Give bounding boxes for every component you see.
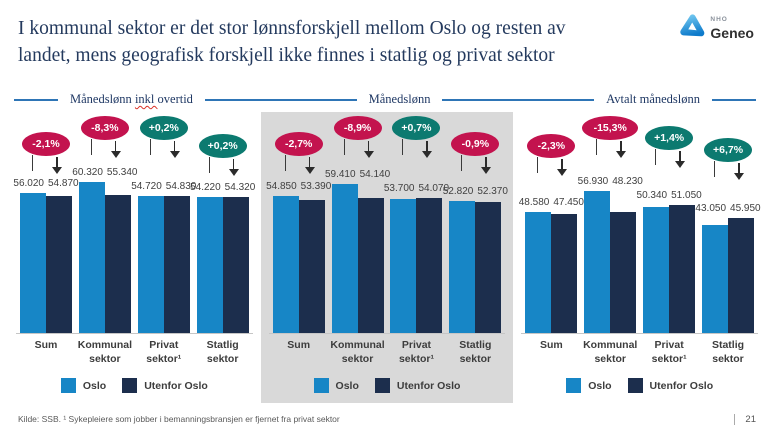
value-labels [635,190,704,201]
title-line-2: landet, mens geografisk forskjell ikke finnes i statlig og privat sektor [18,44,555,66]
utenfor-value: 51.050 [671,190,702,201]
badge-connector-line [209,157,210,173]
bar-utenfor-oslo [299,200,325,333]
legend-swatch [628,378,643,393]
badge-connector-line [91,139,92,155]
bar-group [442,116,508,333]
bar-utenfor-oslo [610,212,636,333]
category-label-line: sektor [459,352,492,365]
down-arrow-icon [738,163,740,173]
legend-swatch [61,378,76,393]
bar-oslo [702,225,728,333]
category-label-line: Statlig [711,339,745,351]
category-label-line: Kommunal [330,339,385,351]
section-rule [442,99,594,101]
category-label-line: Sum [539,339,563,351]
utenfor-value: 48.230 [612,176,643,187]
diff-badge: +6,7% [704,138,752,162]
section-headers [14,92,756,107]
category-label-line: sektor [594,352,626,365]
category-label-line: Privat [401,339,432,351]
down-arrow-icon [679,151,681,161]
logo-brand: Geneo [710,24,754,41]
legend-item-oslo [314,378,359,393]
legend-label: Utenfor Oslo [144,379,208,392]
legend-label: Utenfor Oslo [649,379,714,392]
category-label-line: sektor¹ [146,352,182,365]
oslo-value: 56.020 [13,178,44,189]
oslo-value: 60.320 [72,167,103,178]
category-label [77,339,133,366]
category-label-line: sektor [89,352,121,365]
down-arrow-icon [111,151,121,158]
utenfor-value: 54.830 [165,181,197,192]
category-label [523,339,579,366]
value-labels [441,186,510,197]
bar-oslo [273,196,299,333]
x-axis-line [269,333,506,334]
x-axis-line [16,333,253,334]
oslo-value: 52.820 [442,186,474,197]
badge-connector-line [714,161,715,177]
category-label-line: Kommunal [77,339,133,351]
category-labels [519,339,760,366]
oslo-value: 54.220 [190,182,221,193]
diff-badge: +0,2% [199,134,247,158]
logo-text [710,17,754,40]
nho-geneo-logo [679,14,754,43]
legend-label: Oslo [335,379,359,392]
bar-utenfor-oslo [728,218,754,333]
legend-swatch [566,378,581,393]
bar-oslo [79,182,105,333]
category-label [271,339,327,366]
utenfor-value: 52.370 [477,186,508,197]
bar-utenfor-oslo [46,196,72,333]
value-labels [11,178,80,189]
value-labels [188,182,257,193]
category-label-line: Privat [149,339,179,351]
legend-item-utenfor-oslo [628,378,714,393]
legend-swatch [375,378,390,393]
logo-triangle-icon [679,14,705,43]
down-arrow-icon [233,159,235,169]
legend-label: Oslo [588,379,612,392]
oslo-value: 53.700 [383,183,415,194]
diff-badge: -8,3% [81,116,129,140]
section-label-word: Månedslønn [70,92,135,106]
badge-connector-line [150,139,151,155]
down-arrow-icon [422,151,432,158]
category-label-line: Statlig [206,339,239,351]
bar-oslo [643,207,669,333]
bar-utenfor-oslo [223,197,249,333]
legend-item-oslo [61,378,106,393]
value-labels [323,169,392,180]
bar-oslo [332,184,358,333]
category-label [388,339,444,366]
legend-item-utenfor-oslo [375,378,461,393]
bar-group [266,116,332,333]
bar-group [324,116,391,333]
diff-badge: -15,3% [582,116,638,140]
down-arrow-icon [734,173,744,180]
down-arrow-icon [364,151,374,158]
down-arrow-icon [561,159,563,169]
bar-oslo [197,197,223,333]
legend-swatch [314,378,329,393]
footer [18,414,756,425]
bar-groups [267,116,508,333]
down-arrow-icon [309,157,311,167]
bar-oslo [525,212,551,333]
down-arrow-icon [481,167,491,174]
oslo-value: 48.580 [518,197,550,208]
category-label-line: sektor¹ [651,352,687,365]
value-labels [70,167,139,178]
legend-swatch [122,378,137,393]
oslo-value: 56.930 [577,176,609,187]
category-label-line: Sum [287,339,311,351]
diff-badge: -2,1% [22,132,70,156]
down-arrow-icon [305,167,315,174]
category-label-line: Statlig [459,339,492,351]
oslo-value: 50.340 [636,190,668,201]
badge-connector-line [461,155,462,171]
badge-connector-line [285,155,286,171]
category-label-line: sektor [712,352,744,365]
down-arrow-icon [170,151,180,158]
section-label-1 [58,92,205,107]
category-label [582,339,638,366]
utenfor-value: 45.950 [730,203,761,214]
bar-oslo [20,193,46,333]
category-label [195,339,251,366]
diff-badge: -2,3% [527,134,575,158]
value-labels [693,203,762,214]
legend-label: Oslo [82,379,107,392]
x-axis-line [521,333,758,334]
category-label-line: Privat [654,339,684,351]
legend [267,378,508,393]
bar-group [695,116,761,333]
category-label [447,339,503,366]
chart-panel-1 [8,112,261,403]
value-labels [517,197,586,208]
utenfor-value: 54.070 [418,183,450,194]
utenfor-value: 54.320 [224,182,256,193]
category-labels [267,339,508,366]
chart-panel-2 [261,112,514,403]
diff-badge: -2,7% [275,132,323,156]
bar-utenfor-oslo [416,198,442,333]
section-rule [14,99,58,101]
bar-utenfor-oslo [669,205,695,333]
down-arrow-icon [616,151,626,158]
badge-connector-line [344,139,345,155]
badge-connector-line [596,139,597,155]
category-label-line: sektor¹ [398,352,434,365]
oslo-value: 43.050 [695,203,727,214]
bar-groups [14,116,255,333]
diff-badge: +1,4% [645,126,693,150]
section-label-3: Avtalt månedslønn [606,92,701,106]
down-arrow-icon [485,157,487,167]
category-label-line: Sum [34,339,58,351]
bar-utenfor-oslo [475,202,501,333]
utenfor-value: 54.870 [48,178,79,189]
logo-org: NHO [710,16,728,24]
bar-group [72,116,138,333]
down-arrow-icon [426,141,428,151]
down-arrow-icon [675,161,685,168]
diff-badge: +0,7% [392,116,440,140]
oslo-value: 54.720 [131,181,162,192]
utenfor-value: 55.340 [106,167,138,178]
utenfor-value: 54.140 [359,169,391,180]
section-rule [205,99,357,101]
diff-badge: -8,9% [334,116,382,140]
badge-connector-line [32,155,33,171]
bar-utenfor-oslo [105,195,131,333]
down-arrow-icon [56,157,58,167]
section-label-2: Månedslønn [368,92,431,106]
bar-utenfor-oslo [358,198,384,333]
page-number: 21 [734,414,756,425]
bar-utenfor-oslo [551,214,577,333]
bar-groups [519,116,760,333]
bar-oslo [138,196,164,333]
bar-oslo [390,199,416,333]
down-arrow-icon [368,141,370,151]
diff-badge: +0,2% [140,116,188,140]
bar-group [190,116,256,333]
category-label-line: Kommunal [583,339,638,351]
utenfor-value: 47.450 [553,197,584,208]
value-labels [576,176,645,187]
bar-group [131,116,197,333]
source-note: Kilde: SSB. ¹ Sykepleiere som jobber i bemanningsbransjen er fjernet fra privat sektor [18,414,340,424]
badge-connector-line [655,149,656,165]
page-title [18,16,678,70]
utenfor-value: 53.390 [300,181,332,192]
bar-utenfor-oslo [164,196,190,333]
legend-label: Utenfor Oslo [396,379,461,392]
category-labels [14,339,255,366]
down-arrow-icon [115,141,117,151]
down-arrow-icon [229,169,239,176]
down-arrow-icon [174,141,176,151]
category-label [700,339,756,366]
category-label-line: sektor [341,352,374,365]
bar-oslo [584,191,610,333]
legend [14,378,255,393]
bar-group [636,116,702,333]
oslo-value: 54.850 [266,181,297,192]
down-arrow-icon [52,167,62,174]
legend [519,378,760,393]
category-label-line: sektor [206,352,239,365]
value-labels [264,181,333,192]
chart-panels [8,112,766,403]
section-rule [712,99,756,101]
section-label-word: overtid [157,92,193,106]
category-label [136,339,192,366]
bar-group [383,116,450,333]
title-line-1: I kommunal sektor er det stor lønnsforskjell mellom Oslo og resten av [18,18,566,39]
bar-oslo [449,201,475,333]
bar-group [518,116,584,333]
badge-connector-line [402,139,403,155]
diff-badge: -0,9% [451,132,499,156]
bar-group [13,116,79,333]
category-label [641,339,697,366]
chart-panel-3 [513,112,766,403]
bar-group [577,116,643,333]
legend-item-utenfor-oslo [122,378,208,393]
category-label [18,339,74,366]
category-label [330,339,386,366]
section-label-word: inkl [134,92,158,106]
down-arrow-icon [620,141,622,151]
down-arrow-icon [557,169,567,176]
legend-item-oslo [566,378,611,393]
badge-connector-line [537,157,538,173]
oslo-value: 59.410 [324,169,356,180]
